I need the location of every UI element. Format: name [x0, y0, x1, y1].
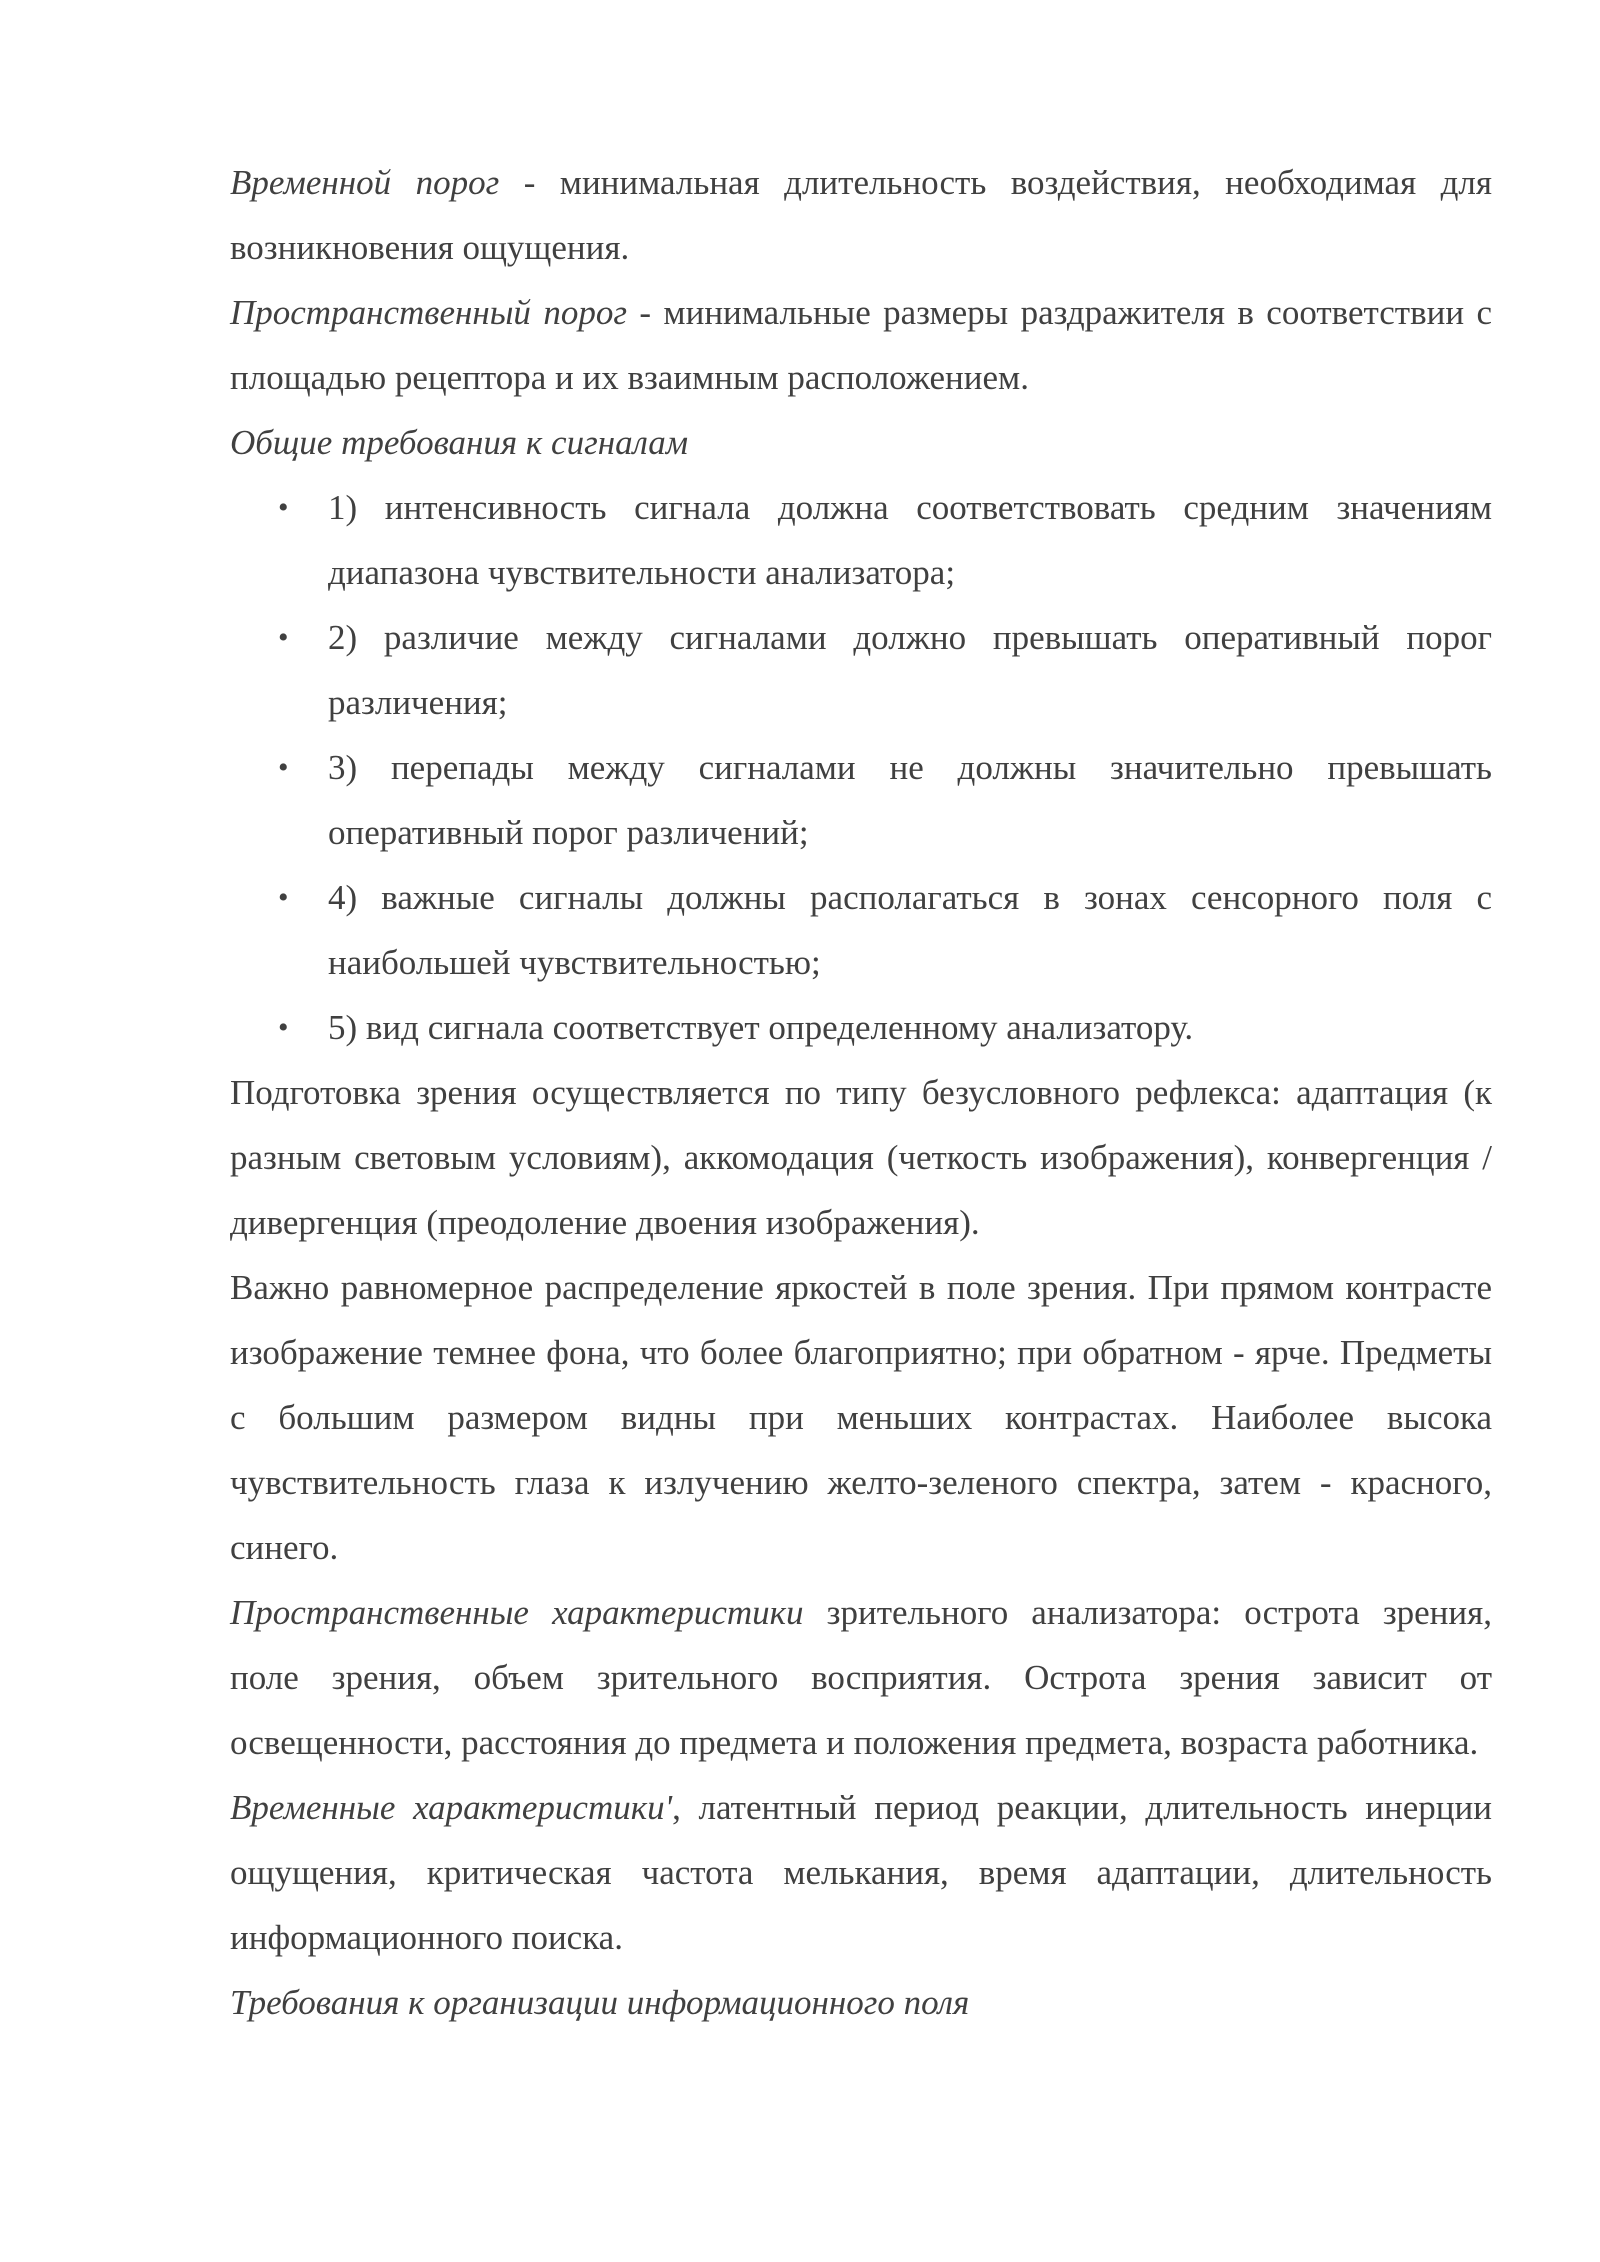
- term-spatial-threshold: Пространственный порог: [230, 293, 627, 332]
- definition-spatial-threshold: - минимальные размеры раздражителя в соответствии с площадью рецептора и их взаимным расположением.: [230, 293, 1492, 397]
- paragraph-spatial-characteristics: [230, 1580, 1492, 1775]
- paragraph-temporal-threshold: [230, 150, 1492, 280]
- term-temporal-characteristics: Временные характеристики': [230, 1788, 673, 1827]
- paragraph-vision-preparation: Подготовка зрения осуществляется по типу безусловного рефлекса: адаптация (к разным световым условиям), аккомодация (четкость изображения), конвергенция / дивергенция (преодоление двоения изображения).: [230, 1073, 1492, 1242]
- list-item: [230, 475, 1492, 605]
- list-item-text: 3) перепады между сигналами не должны значительно превышать оперативный порог различений;: [328, 748, 1492, 852]
- bullet-icon: •: [278, 621, 289, 654]
- document-page: [230, 150, 1492, 2035]
- list-item-text: 1) интенсивность сигнала должна соответствовать средним значениям диапазона чувствительности анализатора;: [328, 488, 1492, 592]
- paragraph-temporal-characteristics: [230, 1775, 1492, 1970]
- term-spatial-characteristics: Пространственные характеристики: [230, 1593, 804, 1632]
- signal-requirements-list: [230, 475, 1492, 1060]
- bullet-icon: •: [278, 881, 289, 914]
- heading-information-field-text: Требования к организации информационного поля: [230, 1983, 970, 2022]
- bullet-icon: •: [278, 751, 289, 784]
- definition-spatial-characteristics: зрительного анализатора: острота зрения, поле зрения, объем зрительного восприятия. Острота зрения зависит от освещенности, расстояния до предмета и положения предмета, возраста работника.: [230, 1593, 1492, 1762]
- list-item: [230, 735, 1492, 865]
- list-item-text: 4) важные сигналы должны располагаться в зонах сенсорного поля с наибольшей чувствительностью;: [328, 878, 1492, 982]
- bullet-icon: •: [278, 1011, 289, 1044]
- heading-information-field: [230, 1970, 1492, 2035]
- list-item-text: 5) вид сигнала соответствует определенному анализатору.: [328, 1008, 1194, 1047]
- bullet-icon: •: [278, 491, 289, 524]
- heading-signal-requirements-text: Общие требования к сигналам: [230, 423, 689, 462]
- definition-temporal-threshold: - минимальная длительность воздействия, необходимая для возникновения ощущения.: [230, 163, 1492, 267]
- paragraph-brightness: Важно равномерное распределение яркостей в поле зрения. При прямом контрасте изображение темнее фона, что более благоприятно; при обратном - ярче. Предметы с большим размером видны при меньших контрастах. Наиболее высока чувствительность глаза к излучению желто-зеленого спектра, затем - красного, синего.: [230, 1268, 1492, 1567]
- paragraph-spatial-threshold: [230, 280, 1492, 410]
- list-item-text: 2) различие между сигналами должно превышать оперативный порог различения;: [328, 618, 1492, 722]
- heading-signal-requirements: [230, 410, 1492, 475]
- definition-temporal-characteristics: , латентный период реакции, длительность инерции ощущения, критическая частота мелькания, время адаптации, длительность информационного поиска.: [230, 1788, 1492, 1957]
- term-temporal-threshold: Временной порог: [230, 163, 500, 202]
- list-item: [230, 605, 1492, 735]
- list-item: [230, 995, 1492, 1060]
- list-item: [230, 865, 1492, 995]
